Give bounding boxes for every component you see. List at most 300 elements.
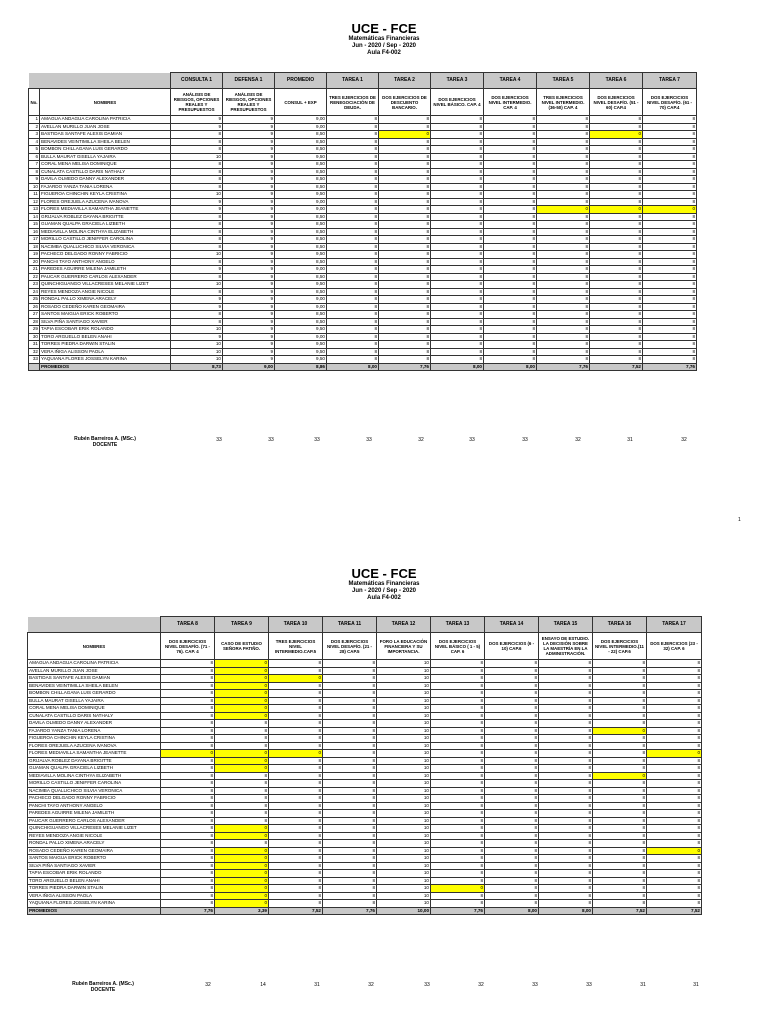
grade-cell: 8 [431, 757, 485, 765]
grade-cell: 8 [431, 787, 485, 795]
grade-cell: 8 [161, 727, 215, 735]
table-row [28, 697, 702, 705]
grade-cell: 0 [215, 682, 269, 690]
table-row [28, 780, 702, 788]
grade-cell: 8 [327, 116, 379, 124]
table-row [28, 825, 702, 833]
grade-cell: 8 [593, 847, 647, 855]
column-count: 32 [418, 437, 424, 443]
table-row [28, 765, 702, 773]
table-row [28, 682, 702, 690]
column-description: TRES EJERCICIOS NIVEL INTERMEDIO. (36-50) CAP. 4 [537, 89, 590, 116]
grade-cell: 10 [377, 885, 431, 893]
grade-cell: 8 [590, 168, 643, 176]
table-row [28, 900, 702, 908]
column-description: FORO LA EDUCACIÓN FINANCIERA Y SU IMPORTANCIA. [377, 633, 431, 660]
grade-cell: 8 [537, 251, 590, 259]
grade-cell: 8 [539, 705, 593, 713]
grade-cell: 8 [323, 877, 377, 885]
student-name: TAPIA ESCOBAR ERIK ROLANDO [28, 870, 161, 878]
grade-cell: 8 [647, 720, 702, 728]
grade-cell: 8 [485, 712, 539, 720]
grade-cell: 8 [323, 735, 377, 743]
grade-cell: 8 [593, 900, 647, 908]
column-header: TAREA 16 [593, 617, 647, 633]
grade-cell: 8 [485, 802, 539, 810]
grade-cell: 8 [379, 303, 431, 311]
grade-cell: 8 [485, 720, 539, 728]
grade-cell: 8 [590, 176, 643, 184]
grade-cell: 8 [485, 682, 539, 690]
grade-cell: 8 [431, 855, 485, 863]
grade-cell: 8 [269, 690, 323, 698]
sheet1-signature [60, 436, 150, 448]
grade-cell: 8 [269, 705, 323, 713]
table-row [28, 862, 702, 870]
grade-cell: 8 [539, 697, 593, 705]
table-row [28, 817, 702, 825]
grade-cell: 8 [327, 303, 379, 311]
averages-row [28, 907, 702, 915]
grade-cell: 8 [161, 667, 215, 675]
row-number: 16 [29, 228, 40, 236]
sheet1-room: Aula F4-002 [367, 50, 401, 56]
table-row [29, 333, 697, 341]
column-description: DOS EJERCICIOS NIVEL DESAFÍO. (71 - 76). CAP. 4 [161, 633, 215, 660]
grade-cell: 8 [593, 667, 647, 675]
grade-cell: 8 [431, 682, 485, 690]
grade-cell: 8 [327, 296, 379, 304]
grade-cell: 8 [484, 198, 537, 206]
grade-cell: 0 [215, 765, 269, 773]
grade-cell: 9 [223, 258, 275, 266]
grade-cell: 8 [647, 840, 702, 848]
grade-cell: 8 [215, 720, 269, 728]
row-number: 22 [29, 273, 40, 281]
table-row [28, 847, 702, 855]
grade-cell: 8 [269, 682, 323, 690]
grade-cell: 8 [647, 900, 702, 908]
grade-cell: 8 [590, 116, 643, 124]
grade-cell: 8 [327, 288, 379, 296]
grade-cell: 8 [379, 116, 431, 124]
grade-cell: 8 [590, 258, 643, 266]
grade-cell: 8 [485, 667, 539, 675]
grade-cell: 8 [379, 281, 431, 289]
grade-cell: 8 [431, 712, 485, 720]
grade-cell: 8 [269, 810, 323, 818]
grade-cell: 0 [215, 750, 269, 758]
table-row [29, 318, 697, 326]
grade-cell: 8 [590, 183, 643, 191]
header-spacer [29, 73, 40, 89]
grade-cell: 8,50 [275, 228, 327, 236]
grade-cell: 8 [590, 213, 643, 221]
grade-cell: 8 [327, 311, 379, 319]
grade-cell: 10 [377, 810, 431, 818]
grade-cell: 8 [323, 750, 377, 758]
student-name: YAQUIANA FLORES JOSSELYN KARINA [28, 900, 161, 908]
sheet1-title: UCE - FCE [351, 21, 417, 36]
grade-cell: 8 [485, 825, 539, 833]
grade-cell: 8 [323, 900, 377, 908]
average-cell: 8,73 [171, 363, 223, 371]
grade-cell: 0 [161, 750, 215, 758]
grade-cell: 8 [431, 720, 485, 728]
grade-cell: 10 [377, 825, 431, 833]
grade-cell: 10 [377, 862, 431, 870]
teacher-role: DOCENTE [92, 442, 118, 448]
student-name: TORO ARGUELLO BELEN ANAHI [40, 333, 171, 341]
table-row [28, 802, 702, 810]
table-row [28, 877, 702, 885]
grade-cell: 8 [431, 341, 484, 349]
row-number: 32 [29, 348, 40, 356]
grade-cell: 8 [590, 341, 643, 349]
student-name: TORO ARGUELLO BELEN ANAHI [28, 877, 161, 885]
column-count: 33 [216, 437, 222, 443]
table-row [29, 311, 697, 319]
grade-cell: 8 [539, 832, 593, 840]
student-name: CUNALATA CASTILLO DARIS NATHALY [28, 712, 161, 720]
column-description: DOS EJERCICIOS NIVEL INTERMEDIO. CAP. 4 [484, 89, 537, 116]
grade-cell: 9 [223, 341, 275, 349]
table-row [28, 675, 702, 683]
table-row [29, 153, 697, 161]
table-row [29, 191, 697, 199]
grade-cell: 8 [643, 123, 697, 131]
grade-cell: 8 [379, 236, 431, 244]
grade-cell: 8,50 [275, 183, 327, 191]
grade-cell: 8 [269, 900, 323, 908]
column-count: 33 [586, 982, 592, 988]
grade-cell: 9 [171, 116, 223, 124]
row-number: 31 [29, 341, 40, 349]
student-name: VERA IÑIGA ALISSON PAOLA [40, 348, 171, 356]
grade-cell: 8 [539, 870, 593, 878]
grade-cell: 8,50 [275, 176, 327, 184]
grade-cell: 0 [269, 750, 323, 758]
grade-cell: 8 [379, 266, 431, 274]
grade-cell: 0 [593, 727, 647, 735]
grade-cell: 8 [539, 877, 593, 885]
grade-cell: 8 [379, 206, 431, 214]
grade-cell: 0 [215, 712, 269, 720]
row-number: 11 [29, 191, 40, 199]
grade-cell: 10 [377, 705, 431, 713]
grade-cell: 8 [327, 183, 379, 191]
table-row [29, 236, 697, 244]
grade-cell: 8 [539, 750, 593, 758]
row-number: 3 [29, 131, 40, 139]
sheet2-signature [58, 981, 148, 993]
grade-cell: 8 [643, 326, 697, 334]
average-cell: 10,00 [377, 907, 431, 915]
grade-cell: 8 [643, 213, 697, 221]
grade-cell: 8 [431, 690, 485, 698]
grade-cell: 10 [377, 712, 431, 720]
grade-cell: 8 [327, 326, 379, 334]
grade-cell: 8 [379, 273, 431, 281]
student-name: FLORES OREJUELA AZUCENA IVANOVA [28, 742, 161, 750]
student-name: TAPIA ESCOBAR ERIK ROLANDO [40, 326, 171, 334]
grade-cell: 8 [485, 847, 539, 855]
grade-cell: 8,50 [275, 258, 327, 266]
grade-cell: 9 [223, 146, 275, 154]
grade-cell: 9 [223, 318, 275, 326]
table-row [29, 168, 697, 176]
grade-cell: 8 [593, 877, 647, 885]
grade-cell: 8 [171, 228, 223, 236]
grade-cell: 8 [643, 243, 697, 251]
grade-cell: 9 [223, 266, 275, 274]
grade-cell: 8 [379, 176, 431, 184]
average-cell: 7,52 [647, 907, 702, 915]
row-number: 18 [29, 243, 40, 251]
grade-cell: 8 [537, 243, 590, 251]
grade-cell: 8 [323, 870, 377, 878]
column-header: TAREA 1 [327, 73, 379, 89]
average-cell: 8,86 [275, 363, 327, 371]
table-row [29, 146, 697, 154]
grade-cell: 8 [431, 176, 484, 184]
student-name: TORRES PIEDRA DARWIN STALIN [40, 341, 171, 349]
grade-cell: 8 [171, 138, 223, 146]
grade-cell: 8 [379, 161, 431, 169]
grade-cell: 8 [643, 131, 697, 139]
column-header: TAREA 6 [590, 73, 643, 89]
grade-cell: 8 [537, 341, 590, 349]
grade-cell: 8 [161, 780, 215, 788]
grade-cell: 8 [647, 697, 702, 705]
column-description: DOS EJERCICIOS NIVEL BÁSICO. CAP. 4 [431, 89, 484, 116]
grade-cell: 8 [431, 236, 484, 244]
grade-cell: 8 [643, 251, 697, 259]
grade-cell: 8,50 [275, 131, 327, 139]
grade-cell: 8 [269, 832, 323, 840]
table-row [29, 281, 697, 289]
grade-cell: 8 [593, 795, 647, 803]
table-row [28, 840, 702, 848]
grade-cell: 9 [223, 153, 275, 161]
header-spacer [40, 73, 171, 89]
row-number: 6 [29, 153, 40, 161]
grade-cell: 0 [590, 206, 643, 214]
grade-cell: 8 [593, 802, 647, 810]
grade-cell: 8 [431, 311, 484, 319]
grade-cell: 9 [223, 356, 275, 364]
grade-cell: 8 [643, 288, 697, 296]
grade-cell: 8 [323, 840, 377, 848]
table-row [28, 870, 702, 878]
column-description: ANÁLISIS DE RIESGOS, OPCIONES REALES Y PRESUPUESTOS [223, 89, 275, 116]
grade-cell: 8 [643, 303, 697, 311]
grade-cell: 0 [215, 847, 269, 855]
grade-cell: 8 [593, 885, 647, 893]
student-name: FIGUEROA CHINCHIN KEYLA CRISTINA [28, 735, 161, 743]
row-number: 30 [29, 333, 40, 341]
row-number: 9 [29, 176, 40, 184]
grade-cell: 8 [161, 885, 215, 893]
grade-cell: 8 [484, 236, 537, 244]
student-name: SILVA PIÑA SANTIAGO XAVIER [40, 318, 171, 326]
row-number: 25 [29, 296, 40, 304]
grade-cell: 8 [590, 236, 643, 244]
grade-cell: 8 [431, 847, 485, 855]
grade-cell: 0 [215, 697, 269, 705]
grade-cell: 8 [269, 795, 323, 803]
grade-cell: 8 [323, 832, 377, 840]
grade-cell: 8 [269, 840, 323, 848]
grade-cell: 8 [647, 832, 702, 840]
grade-cell: 10 [377, 757, 431, 765]
grade-cell: 8 [593, 682, 647, 690]
grade-cell: 8 [485, 750, 539, 758]
table-row [29, 228, 697, 236]
grade-cell: 8 [647, 735, 702, 743]
column-description: DOS EJERCICIOS (6 - 10) CAP.6 [485, 633, 539, 660]
grade-cell: 9 [223, 191, 275, 199]
grade-cell: 8 [484, 296, 537, 304]
column-header: TAREA 9 [215, 617, 269, 633]
row-number: 10 [29, 183, 40, 191]
grade-cell: 8 [643, 258, 697, 266]
student-name: GUAMAN QUALPA GRACIELA LIZBETH [28, 765, 161, 773]
grade-cell: 9,00 [275, 206, 327, 214]
column-header: TAREA 15 [539, 617, 593, 633]
student-name: AVELLAN MURILLO JUAN JOSE [40, 123, 171, 131]
grade-cell: 8 [484, 116, 537, 124]
table-row [28, 810, 702, 818]
column-description: DOS EJERCICIOS NIVEL DESAFÍO. (61 - 70) CAP.4 [643, 89, 697, 116]
grade-cell: 8 [593, 787, 647, 795]
column-count: 32 [205, 982, 211, 988]
column-description: ANÁLISIS DE RIESGOS, OPCIONES REALES Y PRESUPUESTOS [171, 89, 223, 116]
grade-cell: 8 [593, 840, 647, 848]
grade-cell: 8 [431, 123, 484, 131]
names-header: NOMBRES [40, 89, 171, 116]
grade-cell: 8 [537, 168, 590, 176]
grade-cell: 9 [223, 228, 275, 236]
student-name: MEDIAVILLA MOLINA CINTHYA ELIZABETH [40, 228, 171, 236]
grade-cell: 10 [377, 772, 431, 780]
grade-cell: 8 [323, 787, 377, 795]
grade-cell: 8 [484, 131, 537, 139]
row-number: 27 [29, 311, 40, 319]
grade-cell: 8 [269, 765, 323, 773]
grade-cell: 8 [161, 690, 215, 698]
student-name: ROSADO CEDEÑO KAREN GEOMAIRA [28, 847, 161, 855]
grade-cell: 10 [377, 892, 431, 900]
grade-cell: 9 [223, 206, 275, 214]
grade-cell: 8 [643, 341, 697, 349]
grade-cell: 8 [539, 892, 593, 900]
grade-cell: 9 [223, 273, 275, 281]
grade-cell: 9 [223, 303, 275, 311]
row-number: 21 [29, 266, 40, 274]
column-header: TAREA 5 [537, 73, 590, 89]
grade-cell: 8 [431, 817, 485, 825]
grade-cell: 8,50 [275, 236, 327, 244]
grade-cell: 8 [431, 870, 485, 878]
column-count: 31 [627, 437, 633, 443]
column-count: 31 [314, 982, 320, 988]
grade-cell: 0 [215, 675, 269, 683]
grade-cell: 8 [161, 825, 215, 833]
grade-cell: 9,00 [275, 333, 327, 341]
grade-cell: 8 [171, 318, 223, 326]
grade-cell: 8 [643, 168, 697, 176]
average-cell: 3,39 [215, 907, 269, 915]
grade-cell: 8 [431, 825, 485, 833]
average-cell: 7,76 [379, 363, 431, 371]
grade-cell: 10 [377, 855, 431, 863]
column-header: TAREA 3 [431, 73, 484, 89]
grade-cell: 8 [485, 690, 539, 698]
grade-cell: 8 [537, 198, 590, 206]
grade-cell: 8 [327, 146, 379, 154]
grade-cell: 8 [484, 318, 537, 326]
grade-cell: 9 [223, 251, 275, 259]
grade-cell: 8 [539, 712, 593, 720]
table-row [29, 303, 697, 311]
grade-cell: 8 [171, 311, 223, 319]
grade-cell: 8 [537, 138, 590, 146]
grade-cell: 8 [431, 326, 484, 334]
grade-cell: 8 [379, 348, 431, 356]
grade-cell: 8 [539, 855, 593, 863]
average-cell: 7,52 [590, 363, 643, 371]
grade-cell: 9 [223, 236, 275, 244]
grade-cell: 8 [269, 660, 323, 668]
grade-cell: 8 [327, 273, 379, 281]
student-name: REYES MENDOZA ANGIE NICOLE [28, 832, 161, 840]
grade-cell: 8,50 [275, 221, 327, 229]
grade-cell: 8 [269, 712, 323, 720]
table-row [28, 705, 702, 713]
grade-cell: 8 [431, 667, 485, 675]
column-header: TAREA 11 [323, 617, 377, 633]
grade-cell: 8 [161, 862, 215, 870]
grade-cell: 8 [161, 735, 215, 743]
grade-cell: 8 [593, 862, 647, 870]
grade-cell: 8 [643, 146, 697, 154]
grade-cell: 8 [643, 198, 697, 206]
grade-cell: 8 [327, 221, 379, 229]
student-name: PANCHI TAYO ANTHONY ANGELO [28, 802, 161, 810]
grade-cell: 0 [215, 892, 269, 900]
grade-cell: 8 [539, 847, 593, 855]
grade-cell: 8 [593, 735, 647, 743]
student-name: CUNALATA CASTILLO DARIS NATHALY [40, 168, 171, 176]
grade-cell: 8 [161, 877, 215, 885]
grade-cell: 0 [269, 675, 323, 683]
grade-cell: 9 [171, 123, 223, 131]
grade-cell: 8 [484, 221, 537, 229]
column-header: DEFENSA 1 [223, 73, 275, 89]
grade-cell: 8 [431, 288, 484, 296]
grade-cell: 8 [590, 296, 643, 304]
grade-cell: 8 [431, 251, 484, 259]
grade-cell: 8 [379, 251, 431, 259]
grade-cell: 9,00 [275, 116, 327, 124]
grade-cell: 8 [431, 900, 485, 908]
grade-cell: 8 [539, 825, 593, 833]
student-name: TORRES PIEDRA DARWIN STALIN [28, 885, 161, 893]
column-count: 33 [268, 437, 274, 443]
grade-cell: 8 [327, 258, 379, 266]
grade-cell: 9 [223, 198, 275, 206]
